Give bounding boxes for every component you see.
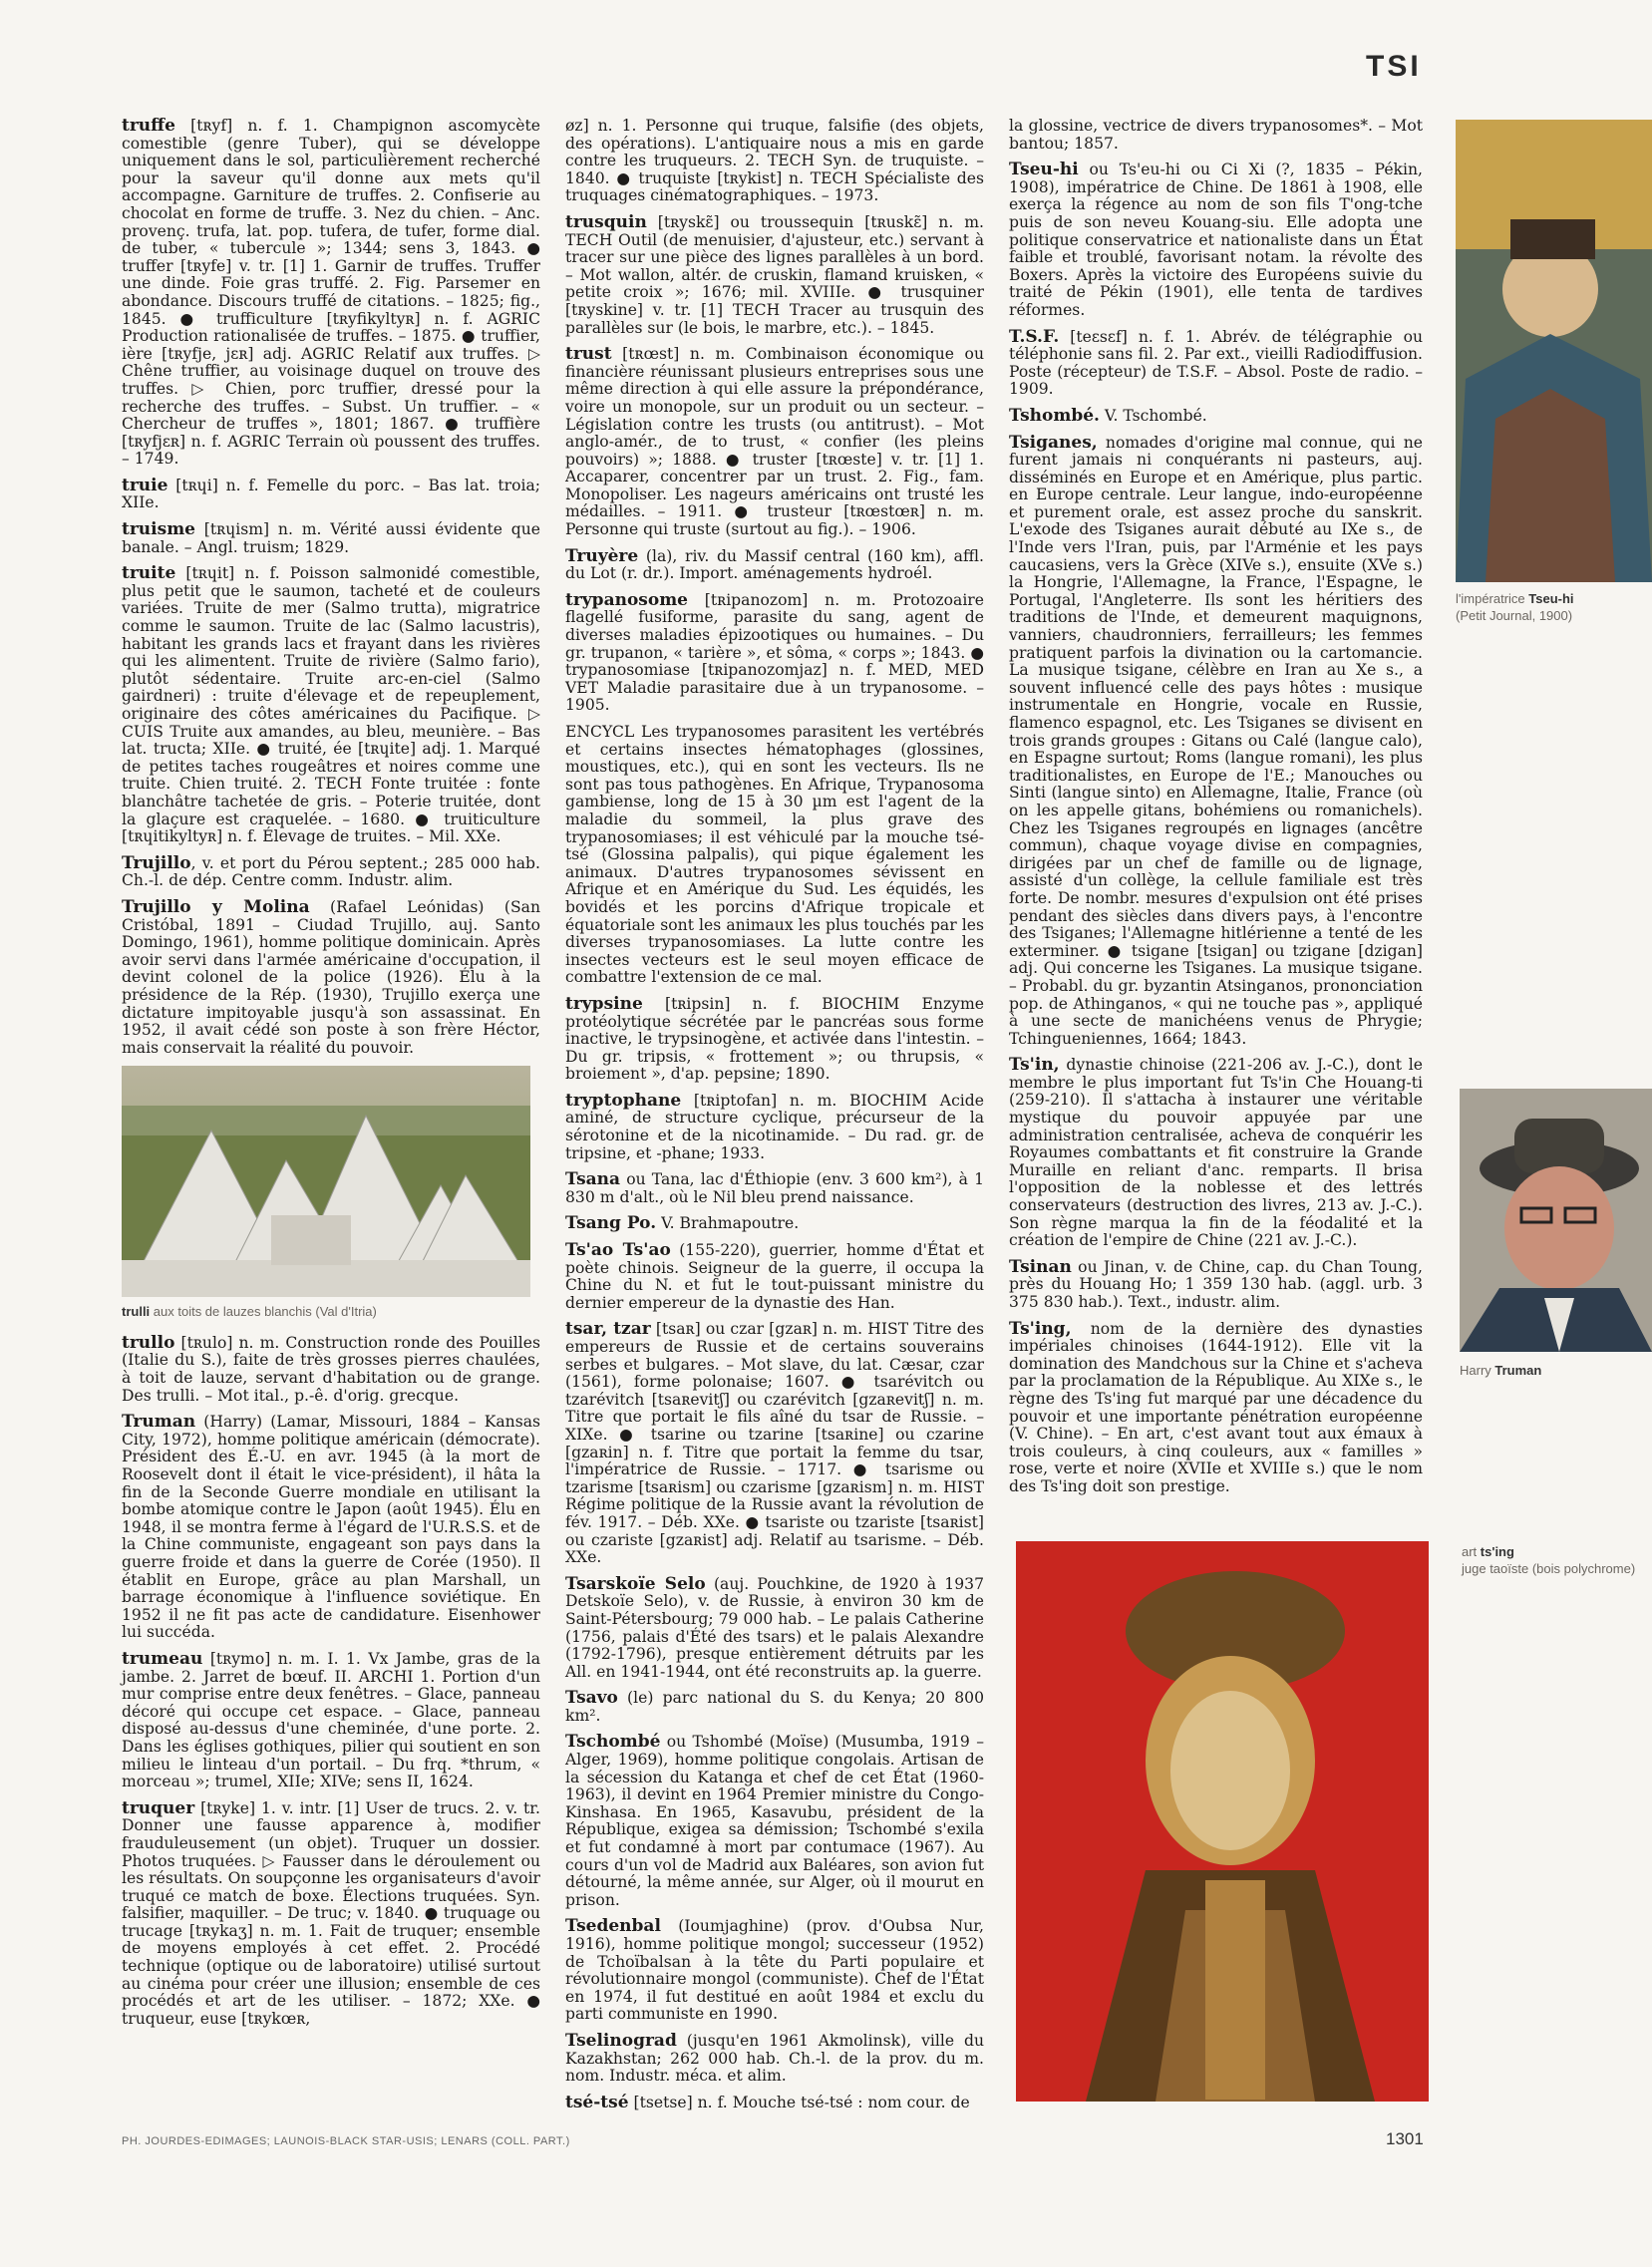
- entry-headword: trusquin: [565, 211, 647, 232]
- entry-body: , v. et port du Pérou septent.; 285 000 hab. Ch.-l. de dép. Centre comm. Industr. alim.: [122, 853, 540, 890]
- dictionary-entry: [565, 118, 984, 205]
- entry-headword: trypanosome: [565, 589, 689, 610]
- entry-body: [tsetse] n. f. Mouche tsé-tsé : nom cour. de: [628, 2093, 970, 2111]
- entry-headword: Ts'ao Ts'ao: [565, 1240, 671, 1261]
- entry-headword: Tsavo: [565, 1688, 618, 1709]
- column-2-entries: [565, 118, 984, 2111]
- empress-caption: l'impératrice Tseu-hi (Petit Journal, 1900): [1456, 591, 1574, 623]
- entry-body: nom de la dernière des dynasties impériales chinoises (1644-1912). Elle vit la domination des Mandchous sur la Chine et s'acheva par la proclamation de la République. Au XIXe s., le règne des Ts'ing fut marqué par une décadence du pouvoir et une importante pénétration européenne (V. Chine). – En art, c'est avant tout aux émaux à trois couleurs, à cinq couleurs, aux « familles » rose, verte et noire (XVIIe et XVIIIe s.) que le nom des Ts'ing doit son prestige.: [1009, 1319, 1423, 1495]
- entry-headword: Tsang Po.: [565, 1213, 657, 1234]
- entry-headword: Truman: [122, 1412, 196, 1433]
- entry-headword: Tsiganes,: [1009, 432, 1098, 453]
- entry-body: [tʀiptofan] n. m. BIOCHIM Acide aminé, de structure cyclique, précurseur de la sérotonine et de la nicotinamide. – Du rad. gr. de tripsine, et -phane; 1933.: [565, 1091, 984, 1162]
- entry-headword: trullo: [122, 1332, 175, 1353]
- dictionary-entry: [122, 896, 540, 1057]
- column-3-entries: [1009, 118, 1423, 1496]
- entry-body: (le) parc national du S. du Kenya; 20 800 km².: [565, 1689, 984, 1725]
- entry-body: (Ioumjaghine) (prov. d'Oubsa Nur, 1916), homme politique mongol; successeur (1952) de Tchoïbalsan à la tête du Parti populaire et révolutionnaire mongol (communiste). Chef de l'État en 1974, il fut destitué en août 1984 et exclu du parti communiste en 1990.: [565, 1917, 984, 2024]
- dictionary-entry: [565, 1690, 984, 1725]
- dictionary-entry: [1009, 118, 1423, 153]
- running-head: TSI: [1366, 50, 1422, 83]
- page-number: 1301: [1386, 2129, 1424, 2148]
- entry-headword: trumeau: [122, 1648, 203, 1669]
- entry-headword: trypsine: [565, 993, 643, 1014]
- entry-body: (Rafael Leónidas) (San Cristóbal, 1891 – Ciudad Trujillo, auj. Santo Domingo, 1961), homme politique dominicain. Après avoir servi dans l'armée américaine d'occupation, il devint colonel de la police (1926). Élu à la présidence de la Rép. (1930), Trujillo exerça une dictature impitoyable jusqu'à son assassinat. En 1952, il avait cédé son poste à son frère Héctor, mais conservait la réalité du pouvoir.: [122, 897, 540, 1057]
- entry-headword: tsar, tzar: [565, 1319, 651, 1340]
- entry-headword: Trujillo y Molina: [122, 896, 310, 917]
- entry-headword: truite: [122, 563, 176, 584]
- entry-body: ou Tshombé (Moïse) (Musumba, 1919 – Alger, 1969), homme politique congolais. Artisan de la sécession du Katanga et chef de cet État (1960-1963), il devint en 1964 Premier ministre du Congo-Kinshasa. En 1965, Kasavubu, président de la République, exigea sa démission; Tschombé s'exila et fut condamné à mort par contumace (1967). Au cours d'un vol de Madrid aux Baléares, son avion fut détourné, la même année, sur Alger, où il mourut en prison.: [565, 1733, 984, 1909]
- dictionary-entry: [1009, 1057, 1423, 1250]
- entry-headword: Tsana: [565, 1169, 621, 1190]
- dictionary-entry: [565, 724, 984, 987]
- entry-headword: Trujillo: [122, 852, 191, 873]
- entry-body: la glossine, vectrice de divers trypanosomes*. – Mot bantou; 1857.: [1009, 117, 1423, 153]
- trulli-figure: [122, 1066, 540, 1321]
- dictionary-entry: [122, 521, 540, 556]
- entry-headword: Truyère: [565, 545, 639, 566]
- dictionary-entry: [122, 118, 540, 469]
- entry-headword: truisme: [122, 519, 196, 540]
- entry-body: dynastie chinoise (221-206 av. J.-C.), dont le membre le plus important fut Ts'in Che Houang-ti (259-210). Il s'attacha à instaurer une véritable mystique du pouvoir appuyée par une administration centralisée, acheva de conquérir les Royaumes combattants et fit construire la Grande Muraille en reliant d'anc. remparts. Il brisa l'opposition de la noblesse et des lettrés conservateurs (destruction des livres, 213 av. J.-C.). Son règne marqua la fin de la féodalité et la création de l'empire de Chine (221 av. J.-C.).: [1009, 1056, 1423, 1250]
- entry-headword: Tsinan: [1009, 1256, 1072, 1277]
- dictionary-entry: [565, 1918, 984, 2024]
- entry-body: [tʀipanozom] n. m. Protozoaire flagellé fusiforme, parasite du sang, agent de diverses maladies épizootiques ou humaines. – Du gr. trupanon, « tarière », et sôma, « corps »; 1843. ● trypanosomiase [tʀipanozomjaz] n. f. MED, MED VET Maladie parasitaire due à un trypanosome. – 1905.: [565, 590, 984, 715]
- dictionary-entry: [122, 1332, 540, 1405]
- entry-body: øz] n. 1. Personne qui truque, falsifie (des objets, des opérations). L'antiquaire nous a mis en garde contre les truqueurs. 2. TECH Syn. de truquiste. – 1840. ● truquiste [tʀykist] n. TECH Spécialiste des truquages cinématographiques. – 1973.: [565, 117, 984, 205]
- entry-body: ou Tana, lac d'Éthiopie (env. 3 600 km²), à 1 830 m d'alt., où le Nil bleu prend naissance.: [565, 1170, 984, 1206]
- entry-headword: Tseu-hi: [1009, 160, 1079, 180]
- entry-body: (la), riv. du Massif central (160 km), affl. du Lot (r. dr.). Import. aménagements hydroél.: [565, 546, 984, 583]
- dictionary-entry: [565, 346, 984, 539]
- truman-photo: [1460, 1089, 1652, 1352]
- dictionary-entry: [565, 1734, 984, 1909]
- dictionary-entry: [122, 1797, 541, 2029]
- entry-body: [tʀulo] n. m. Construction ronde des Pouilles (Italie du S.), faite de très grosses pierres chaulées, à toit de lauze, servant d'habitation ou de grange. Des trulli. – Mot ital., p.-ê. d'orig. grecque.: [122, 1333, 540, 1405]
- truman-caption: Harry Truman: [1460, 1363, 1542, 1378]
- entry-headword: Ts'ing,: [1009, 1318, 1072, 1339]
- dictionary-entry: [122, 1414, 540, 1642]
- entry-headword: tryptophane: [565, 1090, 682, 1111]
- dictionary-entry: [565, 1215, 984, 1233]
- dictionary-entry: [565, 545, 984, 583]
- entry-body: ENCYCL Les trypanosomes parasitent les vertébrés et certains insectes hématophages (glossines, moustiques, etc.), qui en sont les vecteurs. Ils ne sont pas tous pathogènes. En Afrique, Trypanosoma gambiense, long de 15 à 30 µm est l'agent de la maladie du sommeil, la plus grave des trypanosomiases; il est véhiculé par la mouche tsé-tsé (Glossina palpalis), qui pique également les animaux. D'autres trypanosomes sévissent en Afrique et en Amérique du Sud. Les équidés, les bovidés et les porcins d'Afrique tropicale et équatoriale sont les animaux les plus touchés par les diverses trypanosomiases. La lutte contre les insectes vecteurs est le seul moyen efficace de combattre l'extension de ce mal.: [565, 723, 984, 987]
- column-1-entries-after: [122, 1332, 541, 2029]
- dictionary-entry: [122, 1648, 540, 1791]
- entry-headword: Tsarskoïe Selo: [565, 1573, 706, 1594]
- dictionary-entry: [122, 565, 540, 846]
- dictionary-entry: [565, 589, 984, 715]
- trulli-caption: trulli aux toits de lauzes blanchis (Val d'Itria): [122, 1304, 377, 1320]
- dictionary-entry: [565, 2030, 984, 2086]
- dictionary-entry: [565, 993, 984, 1084]
- entry-headword: trust: [565, 344, 612, 365]
- tsing-photo: [1016, 1541, 1429, 2102]
- entry-headword: Tshombé.: [1009, 405, 1100, 426]
- entry-body: V. Brahmapoutre.: [656, 1214, 800, 1233]
- dictionary-entry: [565, 2092, 984, 2112]
- entry-body: ou Jinan, v. de Chine, cap. du Chan Toung, près du Houang Ho; 1 359 130 hab. (aggl. urb. 3 375 830 hab.). Text., industr. alim.: [1009, 1257, 1423, 1311]
- entry-body: [teɛsɛf] n. f. 1. Abrév. de télégraphie ou téléphonie sans fil. 2. Par ext., vieilli Radiodiffusion. Poste (récepteur) de T.S.F. – Absol. Poste de radio. – 1909.: [1009, 327, 1423, 399]
- entry-body: [tʀɥit] n. f. Poisson salmonidé comestible, plus petit que le saumon, tacheté et de couleurs variées. Truite de mer (Salmo trutta), migratrice comme le saumon. Truite de lac (Salmo lacustris), habitant les grands lacs et frayant dans les rivières qui les alimentent. Truite de rivière (Salmo fario), plutôt sédentaire. Truite arc-en-ciel (Salmo gairdneri) : truite d'élevage et de repeuplement, originaire des côtes américaines du Pacifique. ▷ CUIS Truite aux amandes, au bleu, meunière. – Bas lat. tructa; XIIe. ● truité, ée [tʀɥite] adj. 1. Marqué de petites taches rougeâtres et noires comme une truite. Chien truité. 2. TECH Fonte truitée : fonte blanchâtre tachetée de gris. – Poterie truitée, dont la glaçure est craquelée. – 1680. ● truiticulture [tʀɥitikyltyʀ] n. f. Élevage de truites. – Mil. XXe.: [122, 564, 540, 846]
- dictionary-entry: [1009, 1256, 1423, 1312]
- trulli-photo: [122, 1066, 530, 1297]
- column-2: [565, 118, 984, 2120]
- entry-body: (auj. Pouchkine, de 1920 à 1937 Detskoïe Selo), v. de Russie, à environ 30 km de Saint-Pétersbourg; 79 000 hab. – Le palais Catherine (1756, palais d'Été des tsars) et le palais Alexandre (1792-1796), presque entièrement détruits par les All. en 1941-1944, ont été reconstruits ap. la guerre.: [565, 1574, 984, 1681]
- dictionary-entry: [1009, 1318, 1423, 1496]
- column-1-entries: [122, 118, 540, 1057]
- entry-headword: truffe: [122, 116, 175, 136]
- entry-headword: truquer: [122, 1797, 195, 1818]
- entry-body: (155-220), guerrier, homme d'État et poète chinois. Seigneur de la guerre, il occupa la Chine du N. et fut le tout-puissant ministre du dernier empereur de la dynastie des Han.: [565, 1241, 985, 1312]
- entry-body: ou Ts'eu-hi ou Ci Xi (?, 1835 – Pékin, 1908), impératrice de Chine. De 1861 à 1908, elle exerça la régence au nom de son fils T'ong-tche puis de son neveu Kouang-siu. Elle adopta une politique conservatrice et nationaliste dans un État faible et troublé, favorisant notam. la révolte des Boxers. Après la victoire des Européens suivie du traité de Pékin (1901), elle tenta de tardives réformes.: [1009, 161, 1423, 319]
- entry-body: [tʀyke] 1. v. intr. [1] User de trucs. 2. v. tr. Donner une fausse apparence à, modifier frauduleusement (un objet). Truquer un dossier. Photos truquées. ▷ Fausser dans le déroulement ou les résultats. On soupçonne les organisateurs d'avoir truqué ce match de boxe. Élections truquées. Syn. falsifier, maquiller. – De truc; v. 1840. ● truquage ou trucage [tʀykaʒ] n. m. 1. Fait de truquer; ensemble de moyens employés à cet effet. 2. Procédé technique (optique ou de laboratoire) utilisé surtout au cinéma pour créer une illusion; ensemble de ces procédés et art de les utiliser. – 1872; XXe. ● truqueur, euse [tʀykœʀ,: [122, 1798, 541, 2028]
- dictionary-entry: [122, 475, 540, 512]
- dictionary-entry: [565, 1321, 984, 1566]
- column-3: [1009, 118, 1423, 1505]
- dictionary-entry: [565, 1573, 984, 1682]
- entry-body: [tsaʀ] ou czar [gzaʀ] n. m. HIST Titre des empereurs de Russie et de certains souverains serbes et bulgares. – Mot slave, du lat. Cæsar, czar (1561), forme polonaise; 1607. ● tsarévitch ou tzarévitch [tsaʀevitʃ] ou czarévitch [gzaʀevitʃ] n. m. Titre que portait le fils aîné du tsar de Russie. – XIXe. ● tsarine ou tzarine [tsaʀine] ou czarine [gzaʀin] n. f. Titre que portait la femme du tsar, l'impératrice de Russie. – 1717. ● tsarisme ou tzarisme [tsaʀism] ou czarisme [gzaʀism] n. m. HIST Régime politique de la Russie avant la révolution de fév. 1917. – Déb. XXe. ● tsariste ou tzariste [tsaʀist] ou czariste [gzaʀist] adj. Relatif au tsarisme. – Déb. XXe.: [565, 1320, 984, 1567]
- column-1: [122, 118, 540, 2037]
- entry-body: [tʀipsin] n. f. BIOCHIM Enzyme protéolytique sécrétée par le pancréas sous forme inactive, le trypsinogène, et activée dans l'intestin. – Du gr. tripsis, « frottement »; ou thrupsis, « broiement », d'ap. pepsine; 1890.: [565, 994, 984, 1084]
- dictionary-entry: [1009, 432, 1423, 1049]
- dictionary-entry: [565, 1090, 984, 1162]
- entry-headword: tsé-tsé: [565, 2092, 629, 2112]
- entry-body: (jusqu'en 1961 Akmolinsk), ville du Kazakhstan; 262 000 hab. Ch.-l. de la prov. du m. nom. Industr. méca. et alim.: [565, 2031, 984, 2086]
- entry-body: nomades d'origine mal connue, qui ne furent jamais ni conquérants ni pasteurs, auj. disséminés en Europe et en Amérique, plus partic. en Europe centrale. Leur langue, indo-européenne et purement orale, est assez proche du sanskrit. L'exode des Tsiganes aurait débuté au IXe s., de l'Inde vers l'Iran, puis, par l'Arménie et les pays caucasiens, vers la Grèce (XIVe s.), ensuite (XVe s.) la Hongrie, l'Allemagne, la France, l'Espagne, le Portugal, l'Angleterre. Ils sont les héritiers des traditions de l'Inde, et demeurent maquignons, vanniers, chaudronniers, ferrailleurs; les femmes pratiquent parfois la divination ou la cartomancie. La musique tsigane, célèbre en Iran au Xe s., a souvent influencé celle des pays hôtes : musique instrumentale en Hongrie, vocale en Russie, flamenco espagnol, etc. Les Tsiganes se divisent en trois grands groupes : Gitans ou Calé (langue calo), en Espagne surtout; Roms (langue romani), les plus traditionalistes, en Europe de l'E.; Manouches ou Sinti (langue sinto) en Allemagne, Italie, France (où on les appelle gitans, bohémiens ou romanichels). Chez les Tsiganes regroupés en lignages (ancêtre commun), chaque voyage divise en compagnies, dirigées par un chef de famille ou de lignage, assisté d'un collège, la cellule familiale est très forte. De nombr. mesures d'expulsion ont été prises pendant des siècles dans divers pays, à l'encontre des Tsiganes; l'Allemagne hitlérienne a tenté de les exterminer. ● tsigane [tsigan] ou tzigane [dzigan] adj. Qui concerne les Tsiganes. La musique tsigane. – Probabl. du gr. byzantin Atsinganos, prononciation pop. de Athinganos, « qui ne touche pas », appliqué à une secte de manichéens venus de Phrygie; Tchingueniennes, 1664; 1843.: [1009, 433, 1423, 1048]
- dictionary-entry: [122, 852, 540, 890]
- entry-body: [tʀyf] n. f. 1. Champignon ascomycète comestible (genre Tuber), qui se développe uniquement dans le sol, particulièrement recherché pour la saveur qu'il donne aux mets qu'il accompagne. Garniture de truffes. 2. Confiserie au chocolat en forme de truffe. 3. Nez du chien. – Anc. provenç. trufa, lat. pop. tufera, de tufer, forme dial. de tuber, « tubercule »; 1344; sens 3, 1843. ● truffer [tʀyfe] v. tr. [1] 1. Garnir de truffes. Truffer une dinde. Foie gras truffé. 2. Fig. Parsemer en abondance. Discours truffé de citations. – 1825; fig., 1845. ● trufficulture [tʀyfikyltyʀ] n. f. AGRIC Production rationalisée de truffes. – 1875. ● truffier, ière [tʀyfje, jɛʀ] adj. AGRIC Relatif aux truffes. ▷ Chêne truffier, au voisinage duquel on trouve des truffes. ▷ Chien, porc truffier, dressé pour la recherche des truffes. – Subst. Un truffier. – « Chercheur de truffes », 1801; 1867. ● truffière [tʀyfjɛʀ] n. f. AGRIC Terrain où poussent des truffes. – 1749.: [122, 117, 540, 469]
- tsing-caption: art ts'ing juge taoïste (bois polychrome): [1462, 1544, 1636, 1576]
- entry-headword: truie: [122, 475, 168, 495]
- dictionary-entry: [1009, 405, 1423, 426]
- entry-body: [tʀymo] n. m. I. 1. Vx Jambe, gras de la jambe. 2. Jarret de bœuf. II. ARCHI 1. Portion d'un mur comprise entre deux fenêtres. – Glace, panneau décoré qui occupe cet espace. – Glace, panneau disposé au-dessus d'une cheminée, d'une porte. 2. Dans les églises gothiques, pilier qui soutient en son milieu le linteau d'un portail. – Du frq. *thrum, « morceau »; trumel, XIIe; XIVe; sens II, 1624.: [122, 1649, 540, 1791]
- dictionary-entry: [565, 1242, 984, 1312]
- dictionary-entry: [565, 1171, 984, 1206]
- entry-body: [tʀɥi] n. f. Femelle du porc. – Bas lat. troia; XIIe.: [122, 476, 540, 512]
- entry-headword: T.S.F.: [1009, 326, 1060, 347]
- entry-body: [tʀɥism] n. m. Vérité aussi évidente que banale. – Angl. truism; 1829.: [122, 520, 540, 556]
- entry-headword: Ts'in,: [1009, 1055, 1060, 1076]
- entry-body: V. Tschombé.: [1099, 406, 1207, 425]
- entry-body: [tʀœst] n. m. Combinaison économique ou financière réunissant plusieurs entreprises sous une même direction à qui elle assure la prépondérance, voire un monopole, sur un produit ou un secteur. – Législation contre les trusts (ou antitrust). – Mot anglo-amér., de to trust, « confier (les pleins pouvoirs) »; 1888. ● truster [tʀœste] v. tr. [1] 1. Accaparer, concentrer par un trust. 2. Fig., fam. Monopoliser. Les nageurs américains ont trusté les médailles. – 1911. ● trusteur [tʀœstœʀ] n. m. Personne qui truste (surtout au fig.). – 1906.: [565, 345, 984, 539]
- entry-headword: Tselinograd: [565, 2030, 677, 2051]
- dictionary-entry: [1009, 326, 1423, 399]
- entry-body: (Harry) (Lamar, Missouri, 1884 – Kansas City, 1972), homme politique américain (démocrate). Président des É.-U. en avr. 1945 (à la mort de Roosevelt dont il était le vice-président), il hâta la fin de la Seconde Guerre mondiale en utilisant la bombe atomique contre le Japon (août 1945). Élu en 1948, il se montra ferme à l'égard de l'U.R.S.S. et de la Chine communiste, engageant son pays dans la guerre froide et dans la guerre de Corée (1950). Il établit en Europe, grâce au plan Marshall, un barrage économique à l'influence soviétique. En 1952 il ne fit pas acte de candidature. Eisenhower lui succéda.: [122, 1413, 540, 1642]
- dictionary-entry: [565, 211, 984, 337]
- entry-headword: Tschombé: [565, 1732, 661, 1753]
- photo-credit: PH. JOURDES-EDIMAGES; LAUNOIS-BLACK STAR-USIS; LENARS (COLL. PART.): [122, 2135, 570, 2147]
- empress-photo: [1456, 120, 1652, 582]
- dictionary-entry: [1009, 162, 1423, 319]
- entry-body: [tʀyskɛ̃] ou troussequin [tʀuskɛ̃] n. m. TECH Outil (de menuisier, d'ajusteur, etc.) servant à tracer sur une pièce des lignes parallèles à un bord. – Mot wallon, altér. de cruskin, flamand kruisken, « petite croix »; 1676; mil. XVIIIe. ● trusquiner [tʀyskine] v. tr. [1] TECH Tracer au trusquin des parallèles sur (le bois, le marbre, etc.). – 1845.: [565, 212, 984, 337]
- entry-headword: Tsedenbal: [565, 1916, 661, 1937]
